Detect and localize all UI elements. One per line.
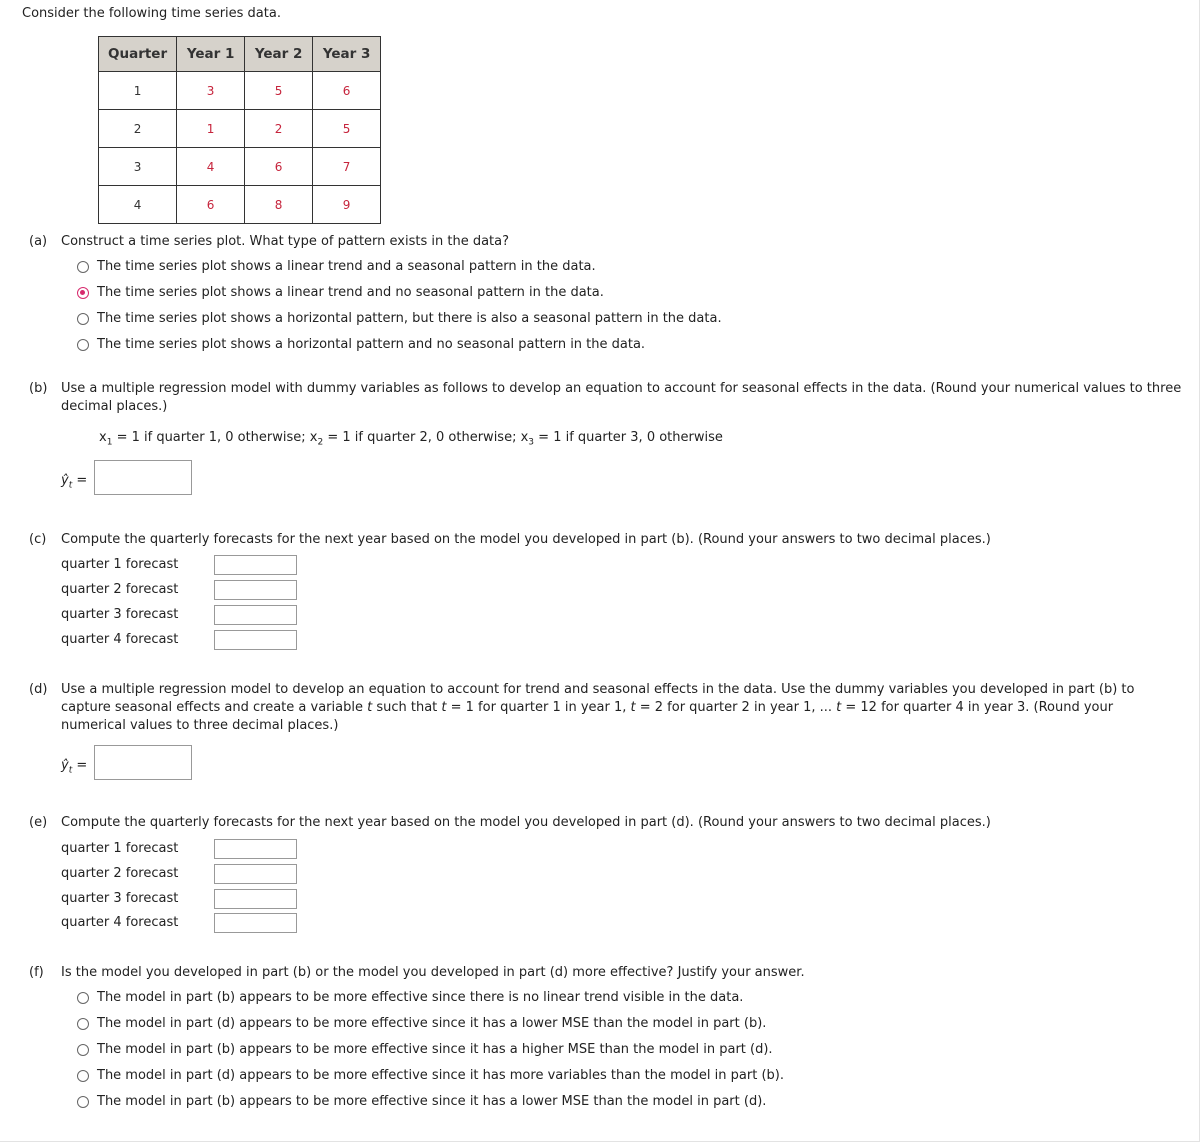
- option-text: The model in part (b) appears to be more effective since there is no linear trend visible in the data.: [97, 990, 744, 1005]
- option-text: The time series plot shows a horizontal pattern and no seasonal pattern in the data.: [97, 337, 646, 352]
- radio-button[interactable]: [77, 1070, 89, 1082]
- part-b-equation-input[interactable]: [94, 460, 192, 495]
- part-f-question: Is the model you developed in part (b) or the model you developed in part (d) more effective? Justify your answer.: [61, 965, 805, 980]
- radio-button-selected[interactable]: [77, 287, 89, 299]
- table-row: [99, 186, 381, 224]
- part-c-q2-label: quarter 2 forecast: [61, 582, 179, 597]
- part-c-q1-label: quarter 1 forecast: [61, 557, 179, 572]
- variable-t: t: [367, 700, 373, 715]
- dummy-def-text: = 1 if quarter 3, 0 otherwise: [534, 430, 723, 445]
- part-b-question-line2: decimal places.): [61, 399, 168, 414]
- part-a-option-4[interactable]: [77, 337, 645, 352]
- dummy-def-text: = 1 if quarter 1, 0 otherwise;: [112, 430, 310, 445]
- table-cell: 2: [99, 110, 177, 148]
- option-text: The model in part (d) appears to be more effective since it has a lower MSE than the model in part (b).: [97, 1016, 767, 1031]
- table-cell: 5: [313, 110, 381, 148]
- variable-t: t: [441, 700, 447, 715]
- table-cell: 7: [313, 148, 381, 186]
- part-e-q4-input[interactable]: [214, 913, 297, 933]
- time-series-table: [98, 36, 381, 224]
- part-d-line3: numerical values to three decimal places.): [61, 718, 339, 733]
- part-e-q2-input[interactable]: [214, 864, 297, 884]
- part-b-question-line1: Use a multiple regression model with dummy variables as follows to develop an equation to account for seasonal effects in the data. (Round your numerical values to three: [61, 381, 1182, 396]
- equals-sign: =: [76, 758, 88, 773]
- table-cell: 8: [245, 186, 313, 224]
- table-cell: 1: [99, 72, 177, 110]
- table-cell: 5: [245, 72, 313, 110]
- part-c-q4-label: quarter 4 forecast: [61, 632, 179, 647]
- part-e-q2-label: quarter 2 forecast: [61, 866, 179, 881]
- part-c-label: (c): [29, 532, 47, 547]
- header-year-2: Year 2: [245, 37, 313, 72]
- table-cell: 6: [313, 72, 381, 110]
- part-c-q2-input[interactable]: [214, 580, 297, 600]
- part-d-line2: [61, 700, 1113, 715]
- table-cell: 3: [177, 72, 245, 110]
- part-f-option-5[interactable]: [77, 1094, 766, 1109]
- text-segment: = 2 for quarter 2 in year 1, ...: [635, 700, 837, 715]
- part-a-label: (a): [29, 234, 48, 249]
- text-segment: = 12 for quarter 4 in year 3. (Round your: [841, 700, 1114, 715]
- part-a-question: Construct a time series plot. What type of pattern exists in the data?: [61, 234, 510, 249]
- subscript: 3: [528, 437, 535, 448]
- equals-sign: =: [76, 473, 88, 488]
- table-cell: 1: [177, 110, 245, 148]
- radio-button[interactable]: [77, 992, 89, 1004]
- radio-button[interactable]: [77, 261, 89, 273]
- option-text: The time series plot shows a linear trend and no seasonal pattern in the data.: [97, 285, 604, 300]
- dummy-var: x: [309, 430, 318, 445]
- part-e-q1-input[interactable]: [214, 839, 297, 859]
- part-f-option-2[interactable]: [77, 1016, 766, 1031]
- dummy-var: x: [99, 430, 107, 445]
- radio-button[interactable]: [77, 313, 89, 325]
- part-c-q1-input[interactable]: [214, 555, 297, 575]
- part-d-yhat-label: [61, 758, 87, 776]
- subscript: t: [68, 765, 73, 776]
- part-d-line1: Use a multiple regression model to develop an equation to account for trend and seasonal effects in the data. Use the dummy variables you developed in part (b) to: [61, 682, 1135, 697]
- part-f-option-3[interactable]: [77, 1042, 773, 1057]
- table-row: [99, 72, 381, 110]
- part-f-label: (f): [29, 965, 44, 980]
- part-f-option-4[interactable]: [77, 1068, 784, 1083]
- header-year-1: Year 1: [177, 37, 245, 72]
- part-e-q4-label: quarter 4 forecast: [61, 915, 179, 930]
- intro-text: Consider the following time series data.: [22, 6, 281, 21]
- part-c-question: Compute the quarterly forecasts for the next year based on the model you developed in part (b). (Round your answers to two decimal places.): [61, 532, 991, 547]
- table-cell: 6: [245, 148, 313, 186]
- table-cell: 4: [177, 148, 245, 186]
- radio-button[interactable]: [77, 1044, 89, 1056]
- part-e-q3-label: quarter 3 forecast: [61, 891, 179, 906]
- table-cell: 2: [245, 110, 313, 148]
- part-a-option-2[interactable]: [77, 285, 604, 300]
- subscript: t: [68, 480, 73, 491]
- subscript: 1: [106, 437, 113, 448]
- table-cell: 4: [99, 186, 177, 224]
- option-text: The model in part (b) appears to be more effective since it has a lower MSE than the model in part (d).: [97, 1094, 767, 1109]
- part-b-label: (b): [29, 381, 48, 396]
- part-a-option-3[interactable]: [77, 311, 722, 326]
- part-b-yhat-label: [61, 473, 87, 491]
- option-text: The time series plot shows a horizontal pattern, but there is also a seasonal pattern in the data.: [97, 311, 722, 326]
- yhat-symbol: ŷ: [61, 758, 69, 773]
- header-quarter: Quarter: [99, 37, 177, 72]
- dummy-def-text: = 1 if quarter 2, 0 otherwise;: [323, 430, 521, 445]
- part-e-q3-input[interactable]: [214, 889, 297, 909]
- yhat-symbol: ŷ: [61, 473, 69, 488]
- part-d-label: (d): [29, 682, 48, 697]
- option-text: The model in part (d) appears to be more effective since it has more variables than the model in part (b).: [97, 1068, 784, 1083]
- part-c-q4-input[interactable]: [214, 630, 297, 650]
- table-cell: 6: [177, 186, 245, 224]
- part-f-option-1[interactable]: [77, 990, 743, 1005]
- table-cell: 9: [313, 186, 381, 224]
- table-header-row: [99, 37, 381, 72]
- option-text: The time series plot shows a linear trend and a seasonal pattern in the data.: [97, 259, 596, 274]
- variable-t: t: [836, 700, 842, 715]
- part-c-q3-label: quarter 3 forecast: [61, 607, 179, 622]
- header-year-3: Year 3: [313, 37, 381, 72]
- subscript: 2: [317, 437, 324, 448]
- part-e-question: Compute the quarterly forecasts for the next year based on the model you developed in part (d). (Round your answers to two decimal places.): [61, 815, 991, 830]
- part-d-equation-input[interactable]: [94, 745, 192, 780]
- part-a-option-1[interactable]: [77, 259, 596, 274]
- table-row: [99, 110, 381, 148]
- dummy-definitions: [99, 430, 723, 448]
- radio-button[interactable]: [77, 1096, 89, 1108]
- text-segment: such that: [372, 700, 442, 715]
- text-segment: = 1 for quarter 1 in year 1,: [446, 700, 631, 715]
- part-e-q1-label: quarter 1 forecast: [61, 841, 179, 856]
- radio-button[interactable]: [77, 1018, 89, 1030]
- text-segment: capture seasonal effects and create a variable: [61, 700, 368, 715]
- option-text: The model in part (b) appears to be more effective since it has a higher MSE than the model in part (d).: [97, 1042, 773, 1057]
- part-c-q3-input[interactable]: [214, 605, 297, 625]
- table-row: [99, 148, 381, 186]
- part-e-label: (e): [29, 815, 48, 830]
- table-cell: 3: [99, 148, 177, 186]
- variable-t: t: [630, 700, 636, 715]
- dummy-var: x: [520, 430, 529, 445]
- radio-button[interactable]: [77, 339, 89, 351]
